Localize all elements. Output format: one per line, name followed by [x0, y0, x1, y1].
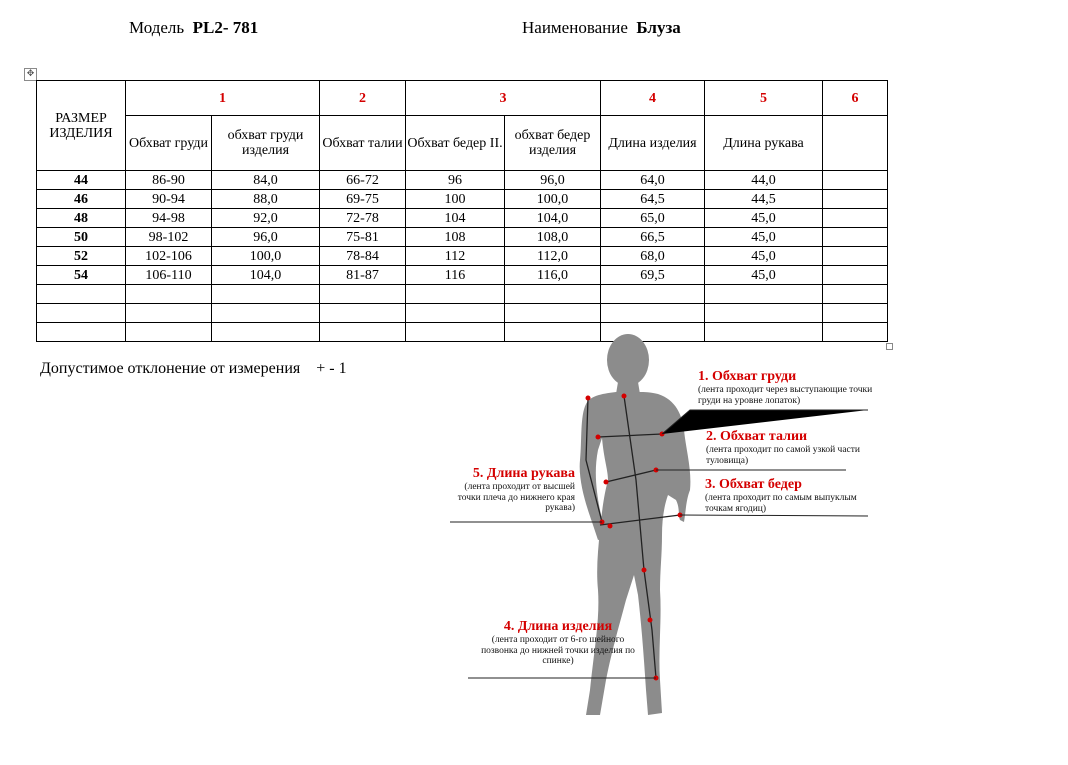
- size-cell: 48: [37, 209, 126, 228]
- tolerance-label: Допустимое отклонение от измерения: [40, 360, 301, 377]
- group-number-4: 4: [601, 81, 705, 116]
- size-cell: 54: [37, 266, 126, 285]
- table-cell: 64,5: [601, 190, 705, 209]
- table-cell: [823, 190, 888, 209]
- table-row: [37, 247, 888, 266]
- table-cell: 96,0: [505, 171, 601, 190]
- col-empty: [823, 116, 888, 171]
- table-cell: 96,0: [212, 228, 320, 247]
- annotation-sleeve-title: 5. Длина рукава: [472, 466, 575, 481]
- table-cell: [505, 285, 601, 304]
- table-move-handle-icon[interactable]: ✥: [24, 68, 37, 81]
- size-cell: 52: [37, 247, 126, 266]
- table-cell: 66,5: [601, 228, 705, 247]
- size-corner-header: РАЗМЕР ИЗДЕЛИЯ: [37, 81, 126, 171]
- annotation-sleeve-desc: (лента проходит от высшей точки плеча до нижнего края рукава): [457, 482, 575, 513]
- table-cell: 104,0: [212, 266, 320, 285]
- table-cell: [406, 304, 505, 323]
- table-cell: 90-94: [126, 190, 212, 209]
- table-cell: [823, 266, 888, 285]
- table-row: [37, 228, 888, 247]
- table-row: [37, 304, 888, 323]
- table-cell: [212, 323, 320, 342]
- table-cell: [823, 209, 888, 228]
- name-label: Наименование: [522, 18, 628, 37]
- col-waist: Обхват талии: [320, 116, 406, 171]
- table-cell: [320, 285, 406, 304]
- table-cell: 94-98: [126, 209, 212, 228]
- table-cell: 86-90: [126, 171, 212, 190]
- tolerance-note: [40, 360, 347, 378]
- table-cell: 45,0: [705, 228, 823, 247]
- group-number-row: [37, 81, 888, 116]
- table-cell: 78-84: [320, 247, 406, 266]
- col-hips: Обхват бедер II.: [406, 116, 505, 171]
- annotation-hips-desc: (лента проходит по самым выпуклым точкам ягодиц): [705, 493, 857, 514]
- annotation-hips: [705, 477, 885, 514]
- annotation-hips-title: 3. Обхват бедер: [705, 477, 802, 492]
- table-cell: [212, 304, 320, 323]
- table-cell: [126, 323, 212, 342]
- table-cell: 100,0: [505, 190, 601, 209]
- name-header: [522, 18, 681, 38]
- annotation-chest-title: 1. Обхват груди: [698, 369, 797, 384]
- table-cell: 104,0: [505, 209, 601, 228]
- table-cell: 68,0: [601, 247, 705, 266]
- table-cell: [601, 304, 705, 323]
- table-cell: 112,0: [505, 247, 601, 266]
- column-label-row: [37, 116, 888, 171]
- table-cell: 81-87: [320, 266, 406, 285]
- table-cell: [406, 285, 505, 304]
- col-garment-chest: обхват груди изделия: [212, 116, 320, 171]
- table-cell: 45,0: [705, 266, 823, 285]
- size-cell: [37, 304, 126, 323]
- table-cell: [212, 285, 320, 304]
- table-cell: 108,0: [505, 228, 601, 247]
- model-value: PL2- 781: [192, 18, 259, 37]
- group-number-6: 6: [823, 81, 888, 116]
- table-cell: 64,0: [601, 171, 705, 190]
- table-cell: 98-102: [126, 228, 212, 247]
- table-cell: 92,0: [212, 209, 320, 228]
- table-cell: 84,0: [212, 171, 320, 190]
- table-cell: [705, 304, 823, 323]
- name-value: Блуза: [636, 18, 681, 37]
- group-number-5: 5: [705, 81, 823, 116]
- col-length: Длина изделия: [601, 116, 705, 171]
- table-cell: [823, 228, 888, 247]
- table-row: [37, 266, 888, 285]
- table-cell: 44,0: [705, 171, 823, 190]
- annotation-chest: [698, 369, 878, 406]
- annotation-length-desc: (лента проходит от 6-го шейного позвонка до нижней точки изделия по спинке): [481, 635, 635, 666]
- group-number-2: 2: [320, 81, 406, 116]
- table-cell: [505, 304, 601, 323]
- table-cell: 75-81: [320, 228, 406, 247]
- table-cell: [705, 285, 823, 304]
- table-cell: 65,0: [601, 209, 705, 228]
- annotation-length: [478, 619, 638, 667]
- table-cell: 44,5: [705, 190, 823, 209]
- col-chest: Обхват груди: [126, 116, 212, 171]
- size-cell: 44: [37, 171, 126, 190]
- table-row: [37, 190, 888, 209]
- table-cell: 45,0: [705, 247, 823, 266]
- size-table-body: [37, 81, 888, 342]
- annotation-waist-desc: (лента проходит по самой узкой части туловища): [706, 445, 860, 466]
- table-cell: [320, 323, 406, 342]
- table-cell: [823, 304, 888, 323]
- annotation-waist-title: 2. Обхват талии: [706, 429, 808, 444]
- col-garment-hips: обхват бедер изделия: [505, 116, 601, 171]
- group-number-3: 3: [406, 81, 601, 116]
- table-cell: [823, 285, 888, 304]
- table-row: [37, 209, 888, 228]
- model-header: [129, 18, 258, 38]
- size-cell: 46: [37, 190, 126, 209]
- annotation-chest-desc: (лента проходит через выступающие точки груди на уровне лопаток): [698, 385, 873, 406]
- table-cell: [601, 285, 705, 304]
- annotation-length-title: 4. Длина изделия: [503, 619, 613, 634]
- table-cell: [320, 304, 406, 323]
- size-table: [36, 80, 888, 342]
- table-cell: 69-75: [320, 190, 406, 209]
- size-cell: [37, 323, 126, 342]
- table-cell: 112: [406, 247, 505, 266]
- table-cell: [126, 304, 212, 323]
- table-cell: 102-106: [126, 247, 212, 266]
- size-cell: [37, 285, 126, 304]
- table-cell: 116,0: [505, 266, 601, 285]
- table-cell: 100,0: [212, 247, 320, 266]
- table-cell: 108: [406, 228, 505, 247]
- table-cell: 100: [406, 190, 505, 209]
- table-cell: 104: [406, 209, 505, 228]
- table-cell: 45,0: [705, 209, 823, 228]
- annotation-waist: [706, 429, 866, 466]
- table-cell: [126, 285, 212, 304]
- table-cell: [823, 171, 888, 190]
- col-sleeve: Длина рукава: [705, 116, 823, 171]
- table-cell: 66-72: [320, 171, 406, 190]
- table-cell: 96: [406, 171, 505, 190]
- table-row: [37, 171, 888, 190]
- table-row: [37, 285, 888, 304]
- size-cell: 50: [37, 228, 126, 247]
- table-cell: 72-78: [320, 209, 406, 228]
- table-cell: 106-110: [126, 266, 212, 285]
- tolerance-value: + - 1: [316, 360, 347, 377]
- model-label: Модель: [129, 18, 185, 37]
- table-cell: [823, 247, 888, 266]
- table-cell: 116: [406, 266, 505, 285]
- table-cell: 88,0: [212, 190, 320, 209]
- annotation-sleeve: [455, 466, 575, 514]
- group-number-1: 1: [126, 81, 320, 116]
- table-cell: 69,5: [601, 266, 705, 285]
